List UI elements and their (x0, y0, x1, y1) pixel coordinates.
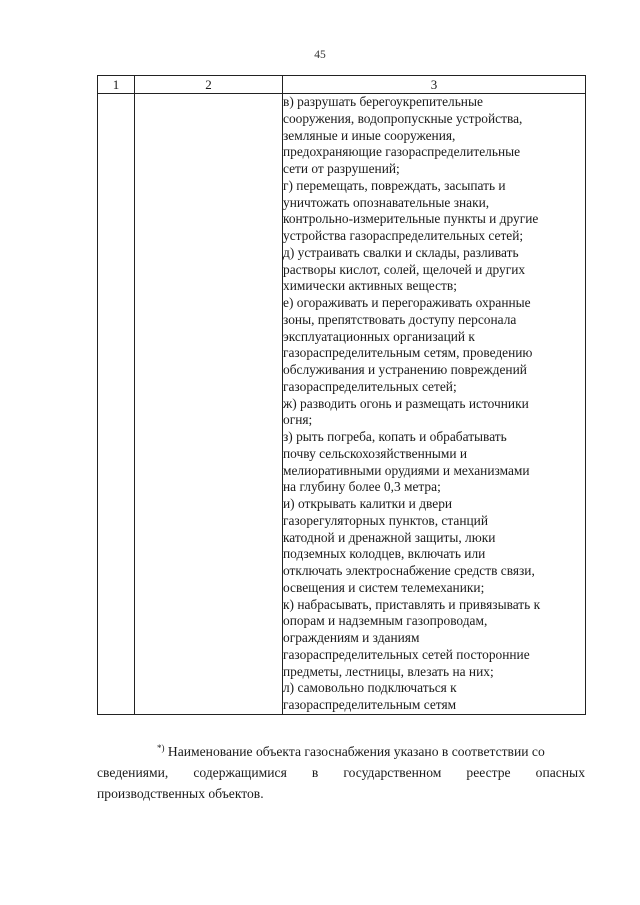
column-header-2: 2 (135, 76, 283, 94)
text-line: е) огораживать и перегораживать охранные (283, 295, 531, 310)
footnote-marker: *) (157, 743, 165, 753)
text-line: сооружения, водопропускные устройства, (283, 110, 523, 126)
text-line: отключать электроснабжение средств связи, (283, 563, 535, 578)
text-line: ж) разводить огонь и размещать источники (283, 395, 529, 411)
footnote (97, 741, 585, 804)
table-header-row (98, 76, 586, 94)
text-line: обслуживания и устранению повреждений (283, 362, 527, 377)
text-line: опорам и надземным газопроводам, (283, 613, 488, 629)
text-line: к) набрасывать, приставлять и привязывать к (283, 596, 541, 612)
text-line: в) разрушать берегоукрепительные (283, 94, 483, 109)
text-line: газораспределительным сетям (283, 697, 457, 712)
text-line: газораспределительным сетям, проведению (283, 345, 533, 361)
document-table (97, 75, 586, 715)
text-line: контрольно-измерительные пункты и другие (283, 211, 539, 227)
footnote-text-1: Наименование объекта газоснабжения указано в соответствии со (167, 744, 545, 759)
table-cell-col1 (98, 94, 135, 715)
text-line: мелиоративными орудиями и механизмами (283, 462, 530, 478)
text-line: растворы кислот, солей, щелочей и других (283, 261, 526, 277)
footnote-line-2: сведениями, содержащимися в государственном реестре опасных (97, 765, 585, 780)
text-line: газораспределительных сетей; (283, 378, 457, 394)
text-line: зоны, препятствовать доступу персонала (283, 311, 517, 327)
text-line: освещения и систем телемеханики; (283, 579, 485, 595)
text-line: земляные и иные сооружения, (283, 127, 456, 143)
text-line: д) устраивать свалки и склады, разливать (283, 244, 519, 260)
text-line: предметы, лестницы, влезать на них; (283, 663, 494, 679)
text-line: л) самовольно подключаться к (283, 680, 457, 696)
text-line: газораспределительных сетей посторонние (283, 646, 530, 662)
footnote-line-1 (97, 741, 585, 762)
page-number: 45 (314, 49, 326, 61)
text-line: з) рыть погреба, копать и обрабатывать (283, 429, 507, 444)
text-line: катодной и дренажной защиты, люки (283, 529, 496, 545)
text-line: огня; (283, 412, 313, 428)
text-line: эксплуатационных организаций к (283, 328, 475, 344)
table-cell-col2 (135, 94, 283, 715)
footnote-line-3: производственных объектов. (97, 786, 264, 801)
text-line: ограждениям и зданиям (283, 630, 420, 645)
text-line: на глубину более 0,3 метра; (283, 479, 441, 495)
table-row (98, 94, 586, 715)
table-cell-col3 (283, 94, 586, 715)
text-line: почву сельскохозяйственными и (283, 445, 468, 461)
column-header-3: 3 (283, 76, 586, 94)
text-line: газорегуляторных пунктов, станций (283, 512, 489, 528)
text-line: устройства газораспределительных сетей; (283, 228, 524, 243)
column-header-1: 1 (98, 76, 135, 94)
text-line: химически активных веществ; (283, 278, 457, 294)
text-line: уничтожать опознавательные знаки, (283, 194, 490, 210)
text-line: и) открывать калитки и двери (283, 496, 453, 511)
text-line: г) перемещать, повреждать, засыпать и (283, 177, 506, 193)
text-line: предохраняющие газораспределительные (283, 144, 521, 160)
text-line: подземных колодцев, включать или (283, 546, 486, 562)
text-line: сети от разрушений; (283, 161, 400, 176)
